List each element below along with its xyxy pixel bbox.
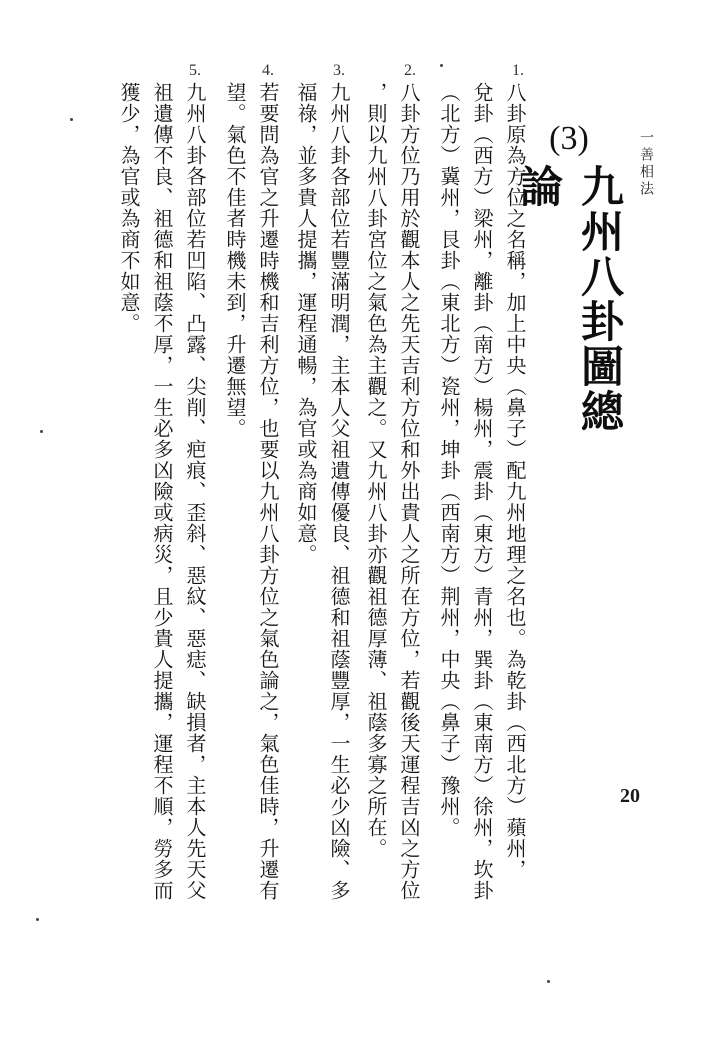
item-3-line-1: 九州八卦各部位若豐滿明潤，主本人父祖遺傳優良、祖德和祖蔭豐厚，一生必少凶險、多 — [327, 82, 351, 901]
section-heading: 九州八卦圖總論 — [513, 164, 624, 434]
item-2-line-1: 八卦方位乃用於觀本人之先天吉利方位和外出貴人之所在方位，若觀後天運程吉凶之方位 — [397, 82, 421, 901]
item-5-line-1: 九州八卦各部位若凹陷、凸露、尖削、疤痕、歪斜、惡紋、惡痣、缺損者，主本人先天父 — [183, 82, 207, 901]
item-2-line-2: ，則以九州八卦宮位之氣色為主觀之。又九州八卦亦觀祖德厚薄、祖蔭多寡之所在。 — [364, 82, 388, 859]
scan-speck — [70, 118, 73, 121]
section-number: (3) — [549, 120, 589, 157]
item-2-marker: 2. — [404, 62, 416, 79]
scan-speck — [40, 430, 43, 433]
item-5-line-3: 獲少，為官或為商不如意。 — [117, 82, 141, 334]
item-1-line-3: （北方）冀州，艮卦（東北方）瓷州，坤卦（西南方）荆州，中央（鼻子）豫州。 — [437, 82, 461, 838]
item-5-line-2: 祖遺傳不良、祖德和祖蔭不厚，一生必多凶險或病災，且少貴人提攜，運程不順，勞多而 — [150, 82, 174, 901]
scan-speck — [36, 918, 39, 921]
item-1-line-2: 兌卦（西方）梁州，離卦（南方）楊州，震卦（東方）青州，巽卦（東南方）徐州，坎卦 — [470, 82, 494, 901]
item-3-line-2: 福祿，並多貴人提攜，運程通暢，為官或為商如意。 — [294, 82, 318, 565]
section-title — [513, 120, 624, 440]
item-1-marker: 1. — [512, 62, 524, 79]
item-4-line-1: 若要問為官之升遷時機和吉利方位，也要以九州八卦方位之氣色論之，氣色佳時，升遷有 — [256, 82, 280, 901]
scan-speck — [547, 980, 550, 983]
item-3-marker: 3. — [333, 62, 345, 79]
item-1-line-1: 八卦原為方位之名稱，加上中央（鼻子）配九州地理之名也。為乾卦（西北方）蘋州， — [503, 82, 527, 880]
item-4-line-2: 望。氣色不佳者時機未到，升遷無望。 — [223, 82, 247, 439]
page-number: 20 — [620, 785, 640, 807]
item-4-marker: 4. — [262, 62, 274, 79]
running-head: 一善相法 — [638, 130, 654, 198]
scan-speck — [440, 64, 443, 67]
item-5-marker: 5. — [189, 62, 201, 79]
